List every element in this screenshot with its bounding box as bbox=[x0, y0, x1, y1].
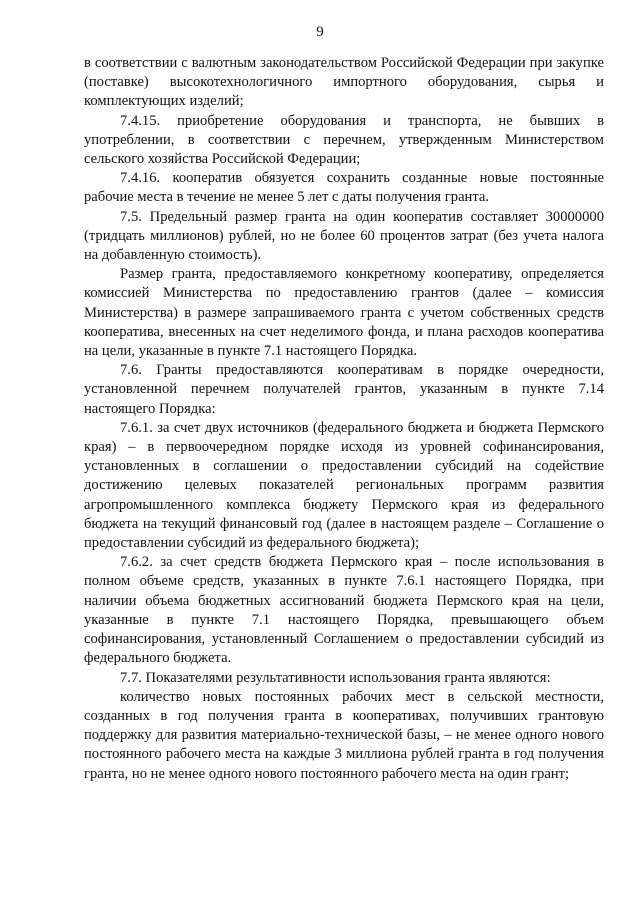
paragraph-7-7: 7.7. Показателями результативности использования гранта являются: bbox=[120, 669, 551, 686]
paragraph-grant-size: Размер гранта, предоставляемого конкретному кооперативу, определяется комиссией Министерства по предоставлению грантов (далее – комиссия Министерства) в размере запрашиваемого гранта с учетом собственных средств кооператива, внесенных на счет неделимого фонда, и плана расходов кооператива на цели, указанные в пункте 7.1 настоящего Порядка. bbox=[84, 266, 604, 360]
document-body bbox=[84, 54, 604, 784]
paragraph-jobs-indicator: количество новых постоянных рабочих мест в сельской местности, созданных в год получения гранта в кооперативах, получивших грантовую поддержку для развития материально-технической базы, – не менее одного нового постоянного рабочего места на каждые 3 миллиона рублей гранта в год получения гранта, но не менее одного нового постоянного рабочего места на один грант; bbox=[84, 688, 604, 782]
paragraph-7-6-1: 7.6.1. за счет двух источников (федерального бюджета и бюджета Пермского края) – в первоочередном порядке исходя из уровней софинансирования, установленных в соглашении о предоставлении субсидий на содействие достижению целевых показателей региональных программ развития агропромышленного комплекса бюджету Пермского края из федерального бюджета на текущий финансовый год (далее в настоящем разделе – Соглашение о предоставлении субсидий из федерального бюджета); bbox=[84, 419, 604, 552]
paragraph-7-4-15: 7.4.15. приобретение оборудования и транспорта, не бывших в употреблении, в соответствии с перечнем, утвержденным Министерством сельского хозяйства Российской Федерации; bbox=[84, 112, 604, 168]
page-number: 9 bbox=[316, 24, 324, 40]
paragraph-7-5: 7.5. Предельный размер гранта на один кооператив составляет 30000000 (тридцать миллионов) рублей, но не более 60 процентов затрат (без учета налога на добавленную стоимость). bbox=[84, 208, 604, 264]
paragraph-7-6: 7.6. Гранты предоставляются кооперативам в порядке очередности, установленной перечнем получателей грантов, указанным в пункте 7.14 настоящего Порядка: bbox=[84, 362, 604, 417]
paragraph-7-6-2: 7.6.2. за счет средств бюджета Пермского края – после использования в полном объеме средств, указанных в пункте 7.6.1 настоящего Порядка, при наличии объема бюджетных ассигнований бюджета Пермского края на цели, указанные в пункте 7.1 настоящего Порядка, превышающего объем софинансирования, установленный Соглашением о предоставлении субсидий из федерального бюджета. bbox=[84, 554, 604, 667]
paragraph-7-4-16: 7.4.16. кооператив обязуется сохранить созданные новые постоянные рабочие места в течение не менее 5 лет с даты получения гранта. bbox=[84, 170, 604, 206]
paragraph-currency-law: в соответствии с валютным законодательством Российской Федерации при закупке (поставке) высокотехнологичного импортного оборудования, сырья и комплектующих изделий; bbox=[84, 55, 604, 110]
